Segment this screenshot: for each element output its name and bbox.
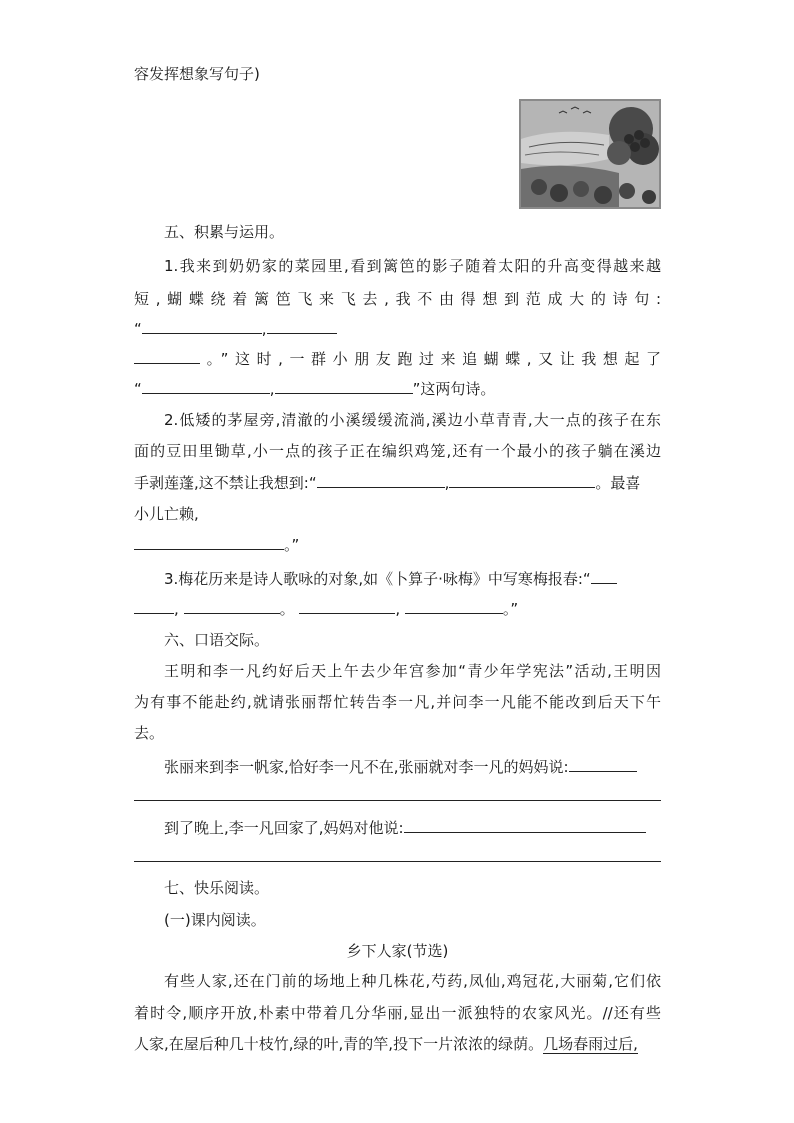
q2-line-3 bbox=[134, 472, 661, 493]
comma: , bbox=[261, 320, 267, 338]
p6-line-5-text: 到了晚上,李一凡回家了,妈妈对他说: bbox=[164, 819, 404, 837]
answer-blank-10[interactable] bbox=[134, 598, 174, 614]
answer-line-2[interactable] bbox=[134, 861, 661, 862]
p6-line-2: 为有事不能赴约,就请张丽帮忙转告李一凡,并问李一凡能不能改到后天下午 bbox=[134, 693, 661, 711]
q2-line-1: 2.低矮的茅屋旁,清澈的小溪缓缓流淌,溪边小草青青,大一点的孩子在东 bbox=[164, 411, 661, 429]
passage-line-3 bbox=[134, 1034, 661, 1054]
answer-blank-5[interactable] bbox=[275, 378, 413, 394]
q3-line-2-end: 。” bbox=[502, 600, 519, 618]
p6-line-5 bbox=[164, 817, 661, 838]
q2-line-3-text: 手剥莲蓬,这不禁让我想到:“ bbox=[134, 474, 317, 492]
p6-line-1: 王明和李一凡约好后天上午去少年宫参加“青少年学宪法”活动,王明因 bbox=[164, 662, 661, 680]
q1-line-3 bbox=[134, 318, 661, 339]
answer-blank-3[interactable] bbox=[134, 348, 200, 364]
q3-line-1 bbox=[164, 568, 661, 589]
q1-line-4-text: 。”这时,一群小朋友跑过来追蝴蝶,又让我想起了 bbox=[200, 350, 661, 368]
answer-blank-4[interactable] bbox=[142, 378, 270, 394]
q3-line-1-text: 3.梅花历来是诗人歌咏的对象,如《卜算子·咏梅》中写寒梅报春:“ bbox=[164, 570, 591, 588]
section-5-heading: 五、积累与运用。 bbox=[164, 223, 285, 241]
answer-blank-8[interactable] bbox=[134, 534, 284, 550]
p6-line-4 bbox=[164, 756, 661, 777]
passage-line-1: 有些人家,还在门前的场地上种几株花,芍药,凤仙,鸡冠花,大丽菊,它们依 bbox=[164, 972, 661, 990]
answer-blank-7[interactable] bbox=[449, 472, 595, 488]
p6-line-3: 去。 bbox=[134, 724, 165, 742]
passage-line-2: 着时令,顺序开放,朴素中带着几分华丽,显出一派独特的农家风光。//还有些 bbox=[134, 1004, 661, 1022]
quote-open: “ bbox=[134, 320, 142, 338]
answer-blank-13[interactable] bbox=[405, 598, 503, 614]
q1-line-1: 1.我来到奶奶家的菜园里,看到篱笆的影子随着太阳的升高变得越来越 bbox=[164, 257, 661, 275]
answer-blank-15[interactable] bbox=[404, 817, 646, 833]
underlined-phrase: 几场春雨过后, bbox=[543, 1035, 638, 1053]
comma: , bbox=[395, 600, 401, 618]
answer-blank-11[interactable] bbox=[184, 598, 280, 614]
q1-line-5 bbox=[134, 378, 661, 399]
comma: , bbox=[269, 380, 275, 398]
q2-line-2: 面的豆田里锄草,小一点的孩子正在编织鸡笼,还有一个最小的孩子躺在溪边 bbox=[134, 442, 661, 460]
q1-line-5-end: ”这两句诗。 bbox=[412, 380, 496, 398]
comma: , bbox=[174, 600, 179, 618]
answer-blank-2[interactable] bbox=[267, 318, 337, 334]
answer-blank-1[interactable] bbox=[142, 318, 262, 334]
passage-title: 乡下人家(节选) bbox=[346, 942, 449, 960]
section-7-heading: 七、快乐阅读。 bbox=[164, 879, 270, 897]
q2-line-5 bbox=[134, 534, 661, 555]
passage-line-3-text: 人家,在屋后种几十枝竹,绿的叶,青的竿,投下一片浓浓的绿荫。 bbox=[134, 1035, 544, 1053]
q1-line-2: 短,蝴蝶绕着篱笆飞来飞去,我不由得想到范成大的诗句: bbox=[134, 290, 661, 308]
comma: , bbox=[444, 474, 450, 492]
p6-line-4-text: 张丽来到李一帆家,恰好李一凡不在,张丽就对李一凡的妈妈说: bbox=[164, 758, 569, 776]
pastoral-illustration bbox=[519, 99, 661, 209]
q2-line-5-end: 。” bbox=[284, 536, 300, 554]
period: 。 bbox=[279, 600, 295, 618]
continued-instruction: 容发挥想象写句子) bbox=[134, 65, 260, 83]
section-7-sub: (一)课内阅读。 bbox=[164, 911, 266, 929]
q3-line-2 bbox=[134, 598, 661, 619]
answer-line-1[interactable] bbox=[134, 800, 661, 801]
q1-line-4 bbox=[134, 348, 661, 369]
answer-blank-14[interactable] bbox=[569, 756, 637, 772]
answer-blank-9[interactable] bbox=[591, 568, 617, 584]
answer-blank-12[interactable] bbox=[299, 598, 395, 614]
q2-line-4: 小儿亡赖, bbox=[134, 505, 199, 523]
answer-blank-6[interactable] bbox=[317, 472, 445, 488]
quote-open: “ bbox=[134, 380, 142, 398]
q2-line-3-end: 。最喜 bbox=[595, 474, 641, 492]
section-6-heading: 六、口语交际。 bbox=[164, 631, 270, 649]
